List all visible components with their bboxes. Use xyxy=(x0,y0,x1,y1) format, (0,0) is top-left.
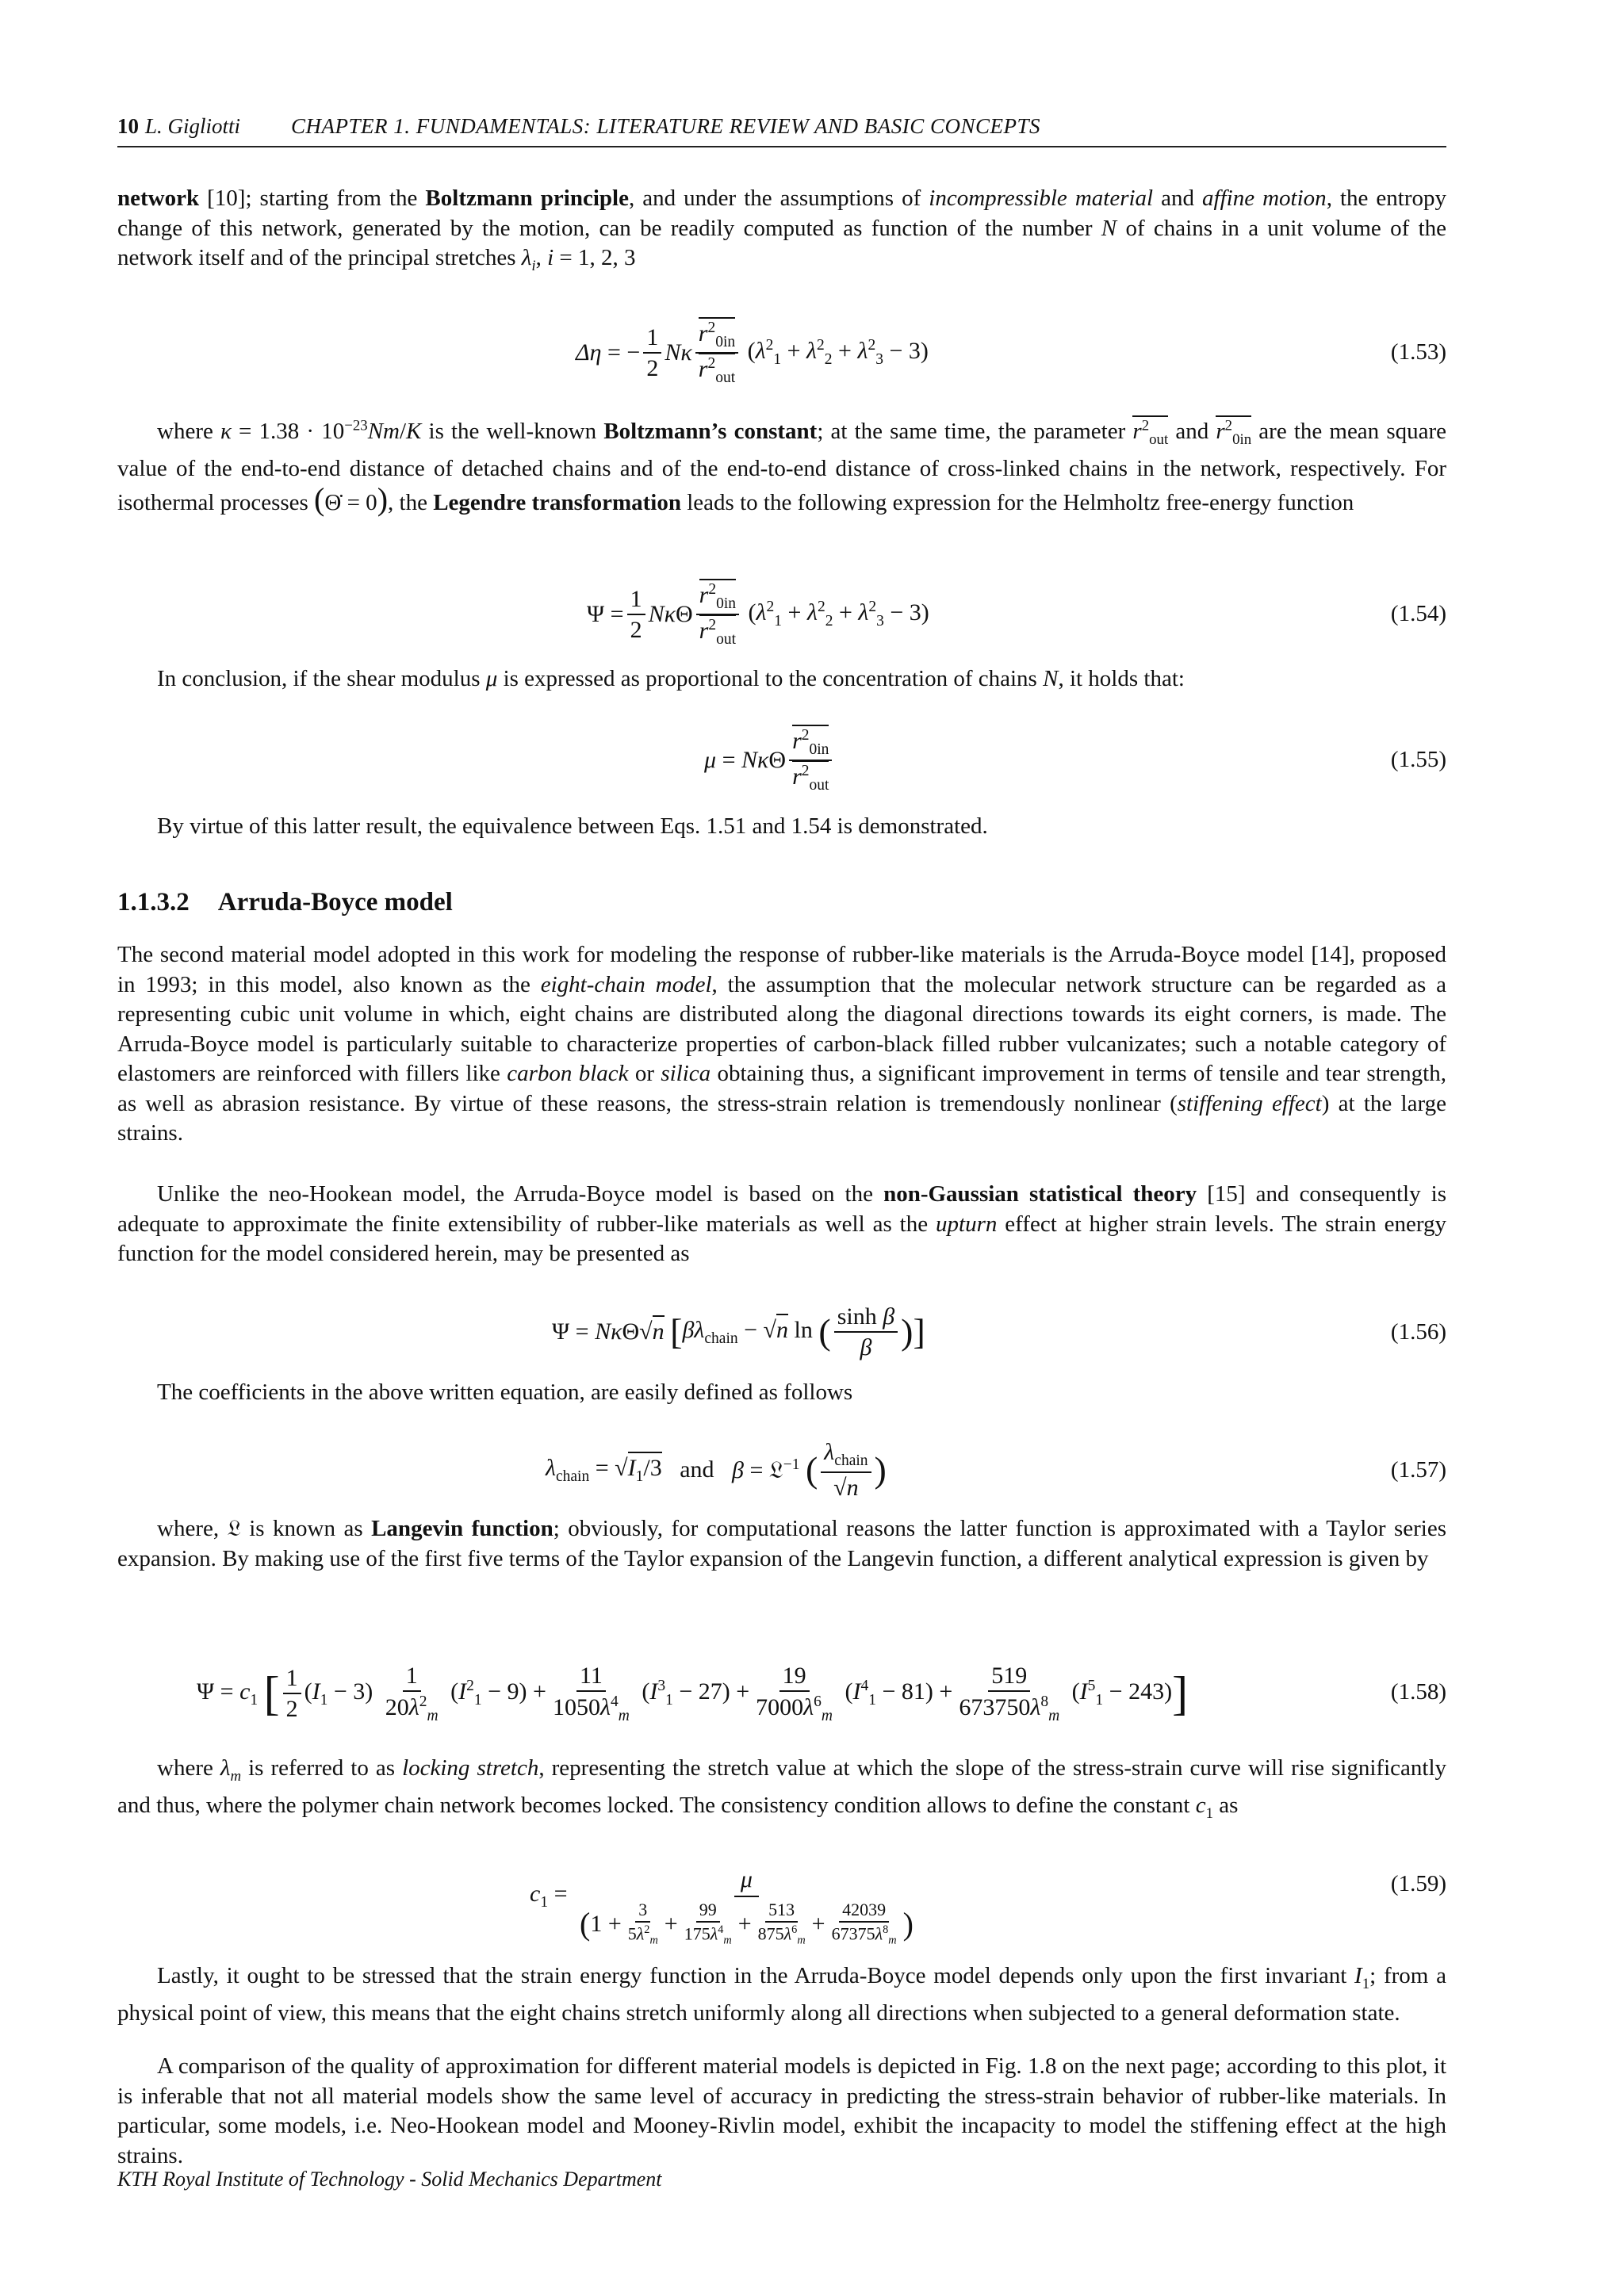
equation-body: Ψ = NκΘ√n [ $\beta\lambda_{chain} - √n$ ln ( $\frac{\text{sinh β}}{\beta}$ )] xyxy=(552,1303,925,1360)
paragraph-network xyxy=(117,184,1446,281)
running-header xyxy=(117,114,1446,147)
equation-1-53 xyxy=(117,317,1446,388)
paragraph-first-invariant xyxy=(117,1961,1446,2029)
page-number: 10 xyxy=(117,114,139,138)
equation-body: $\Psi = c_1$ [ $\frac{1}{2}$ $(I_1 - 3)$ $\frac{1}{20\lambda^2_m}$ $(I^2_1 - 9)$ + $\frac{11}{1050\lambda^4_m}$ $(I^3_1 - 27)$ + $\frac{19}{7000\lambda^6_m}$ $(I^4_1 - 81)$ + $\frac{519}{673750\lambda^8_m}$ $(I^5_1 - 243)$ ] xyxy=(197,1662,1189,1724)
paragraph-text: By virtue of this latter result, the equivalence between Eqs. 1.51 and 1.54 is demonstrated. xyxy=(157,813,988,839)
equation-1-59 xyxy=(117,1863,1446,1950)
paragraph-text: where $\kappa = 1.38 \cdot 10^{-23}Nm/K$ is the well-known Boltzmann’s constant; at the same time, the parameter $r^2_{out}$ and $r^2_{0in}$ are the mean square value of the end-to-end distance of detached chains and of the end-to-end distance of cross-linked chains in the network, respectively. For isothermal processes (Θ̇ = 0), the Legendre transformation leads to the following expression for the Helmholtz free-energy function xyxy=(117,419,1446,516)
equation-body: Δη = − $\frac{1}{2}$ Nκ $\frac{r^2_{0in}}{r^2_{out}}$ $(\lambda^2_1 + \lambda^2_2 + \lambda^2_3 - 3)$ xyxy=(576,317,929,388)
paragraph-coefficients xyxy=(117,1378,1446,1408)
paragraph-text: network [10]; starting from the Boltzmann principle, and under the assumptions of incompressible material and affine motion, the entropy change of this network, generated by the motion, can be readily computed as function of the number N of chains in a unit volume of the network itself and of the principal stretches $\lambda_i$, i = 1, 2, 3 xyxy=(117,186,1447,274)
document-page xyxy=(117,0,1446,2296)
equation-1-55 xyxy=(117,725,1446,796)
equation-and: and xyxy=(680,1456,714,1483)
paragraph-shear-modulus xyxy=(117,664,1446,695)
equation-1-56 xyxy=(117,1294,1446,1370)
running-footer: KTH Royal Institute of Technology - Solid Mechanics Department xyxy=(117,2168,662,2191)
equation-number: (1.56) xyxy=(1390,1319,1446,1345)
paragraph-text: where $\lambda_m$ is referred to as locking stretch, representing the stretch value at which the slope of the stress-strain curve will rise significantly and thus, where the polymer chain network becomes locked. The consistency condition allows to define the constant $c_1$ as xyxy=(117,1755,1446,1823)
equation-1-57 xyxy=(117,1432,1446,1508)
section-title: Arruda-Boyce model xyxy=(217,888,453,916)
equation-number: (1.53) xyxy=(1390,339,1446,365)
equation-1-54 xyxy=(117,579,1446,650)
header-chapter: CHAPTER 1. FUNDAMENTALS: LITERATURE REVIEW AND BASIC CONCEPTS xyxy=(291,114,1040,138)
paragraph-equivalence xyxy=(117,812,1446,842)
paragraph-text: A comparison of the quality of approximation for different material models is depicted in Fig. 1.8 on the next page; according to this plot, it is inferable that not all material models show the same level of accuracy in predicting the stress-strain behavior of rubber-like materials. In particular, some models, i.e. Neo-Hookean model and Mooney-Rivlin model, exhibit the incapacity to model the stiffening effect at the high strains. xyxy=(117,2053,1446,2168)
equation-number: (1.58) xyxy=(1390,1679,1446,1705)
equation-number: (1.55) xyxy=(1390,747,1446,772)
equation-1-58 xyxy=(117,1654,1446,1733)
paragraph-arruda-boyce-intro xyxy=(117,940,1446,1149)
equation-body: $c_1$ = μ ( 1 + $\frac{3}{5\lambda^2_m}$ + $\frac{99}{175\lambda^4_m}$ + $\frac{513}{875\lambda^6_m}$ + $\frac{42039}{67375\lambda^8_m}$ ) xyxy=(530,1866,914,1947)
paragraph-comparison xyxy=(117,2052,1446,2171)
paragraph-text: In conclusion, if the shear modulus μ is expressed as proportional to the concentration of chains N, it holds that: xyxy=(157,666,1185,691)
section-number: 1.1.3.2 xyxy=(117,888,190,916)
paragraph-text: Lastly, it ought to be stressed that the strain energy function in the Arruda-Boyce model depends only upon the first invariant $I_1$; from a physical point of view, this means that the eight chains stretch uniformly along all directions when subjected to a general deformation state. xyxy=(117,1963,1446,2026)
equation-number: (1.54) xyxy=(1390,601,1446,626)
equation-body: Ψ = $\frac{1}{2}$ NκΘ $\frac{r^2_{0in}}{r^2_{out}}$ $(\lambda^2_1 + \lambda^2_2 + \lambda^2_3 - 3)$ xyxy=(587,579,929,650)
paragraph-locking-stretch xyxy=(117,1754,1446,1829)
section-heading xyxy=(117,888,453,917)
paragraph-non-gaussian xyxy=(117,1180,1446,1269)
equation-number: (1.57) xyxy=(1390,1457,1446,1483)
paragraph-text: Unlike the neo-Hookean model, the Arruda-Boyce model is based on the non-Gaussian statistical theory [15] and consequently is adequate to approximate the finite extensibility of rubber-like materials as well as the upturn effect at higher strain levels. The strain energy function for the model considered herein, may be presented as xyxy=(117,1181,1446,1266)
equation-body: μ = NκΘ $\frac{r^2_{0in}}{r^2_{out}}$ xyxy=(704,725,835,796)
paragraph-text: The coefficients in the above written equation, are easily defined as follows xyxy=(157,1380,853,1405)
paragraph-boltzmann-constant xyxy=(117,411,1446,519)
equation-number: (1.59) xyxy=(1390,1871,1446,1896)
paragraph-text: where, 𝔏 is known as Langevin function; obviously, for computational reasons the latter function is approximated with a Taylor series expansion. By making use of the first five terms of the Taylor expansion of the Langevin function, a different analytical expression is given by xyxy=(117,1516,1446,1571)
paragraph-langevin xyxy=(117,1514,1446,1574)
paragraph-text: The second material model adopted in this work for modeling the response of rubber-like materials is the Arruda-Boyce model [14], proposed in 1993; in this model, also known as the eight-chain model, the assumption that the molecular network structure can be regarded as a representing cubic unit volume in which, eight chains are distributed along the diagonal directions towards its eight corners, is made. The Arruda-Boyce model is particularly suitable to characterize properties of carbon-black filled rubber vulcanizates; such a notable category of elastomers are reinforced with fillers like carbon black or silica obtaining thus, a significant improvement in terms of tensile and tear strength, as well as abrasion resistance. By virtue of these reasons, the stress-strain relation is tremendously nonlinear (stiffening effect) at the large strains. xyxy=(117,942,1446,1146)
header-author: L. Gigliotti xyxy=(145,114,241,138)
equation-body: $\lambda_{chain} = √I_1/3$ and β = 𝔏$^{-1}$ ( $\frac{\lambda_{chain}}{√n}$ ) xyxy=(546,1439,887,1501)
